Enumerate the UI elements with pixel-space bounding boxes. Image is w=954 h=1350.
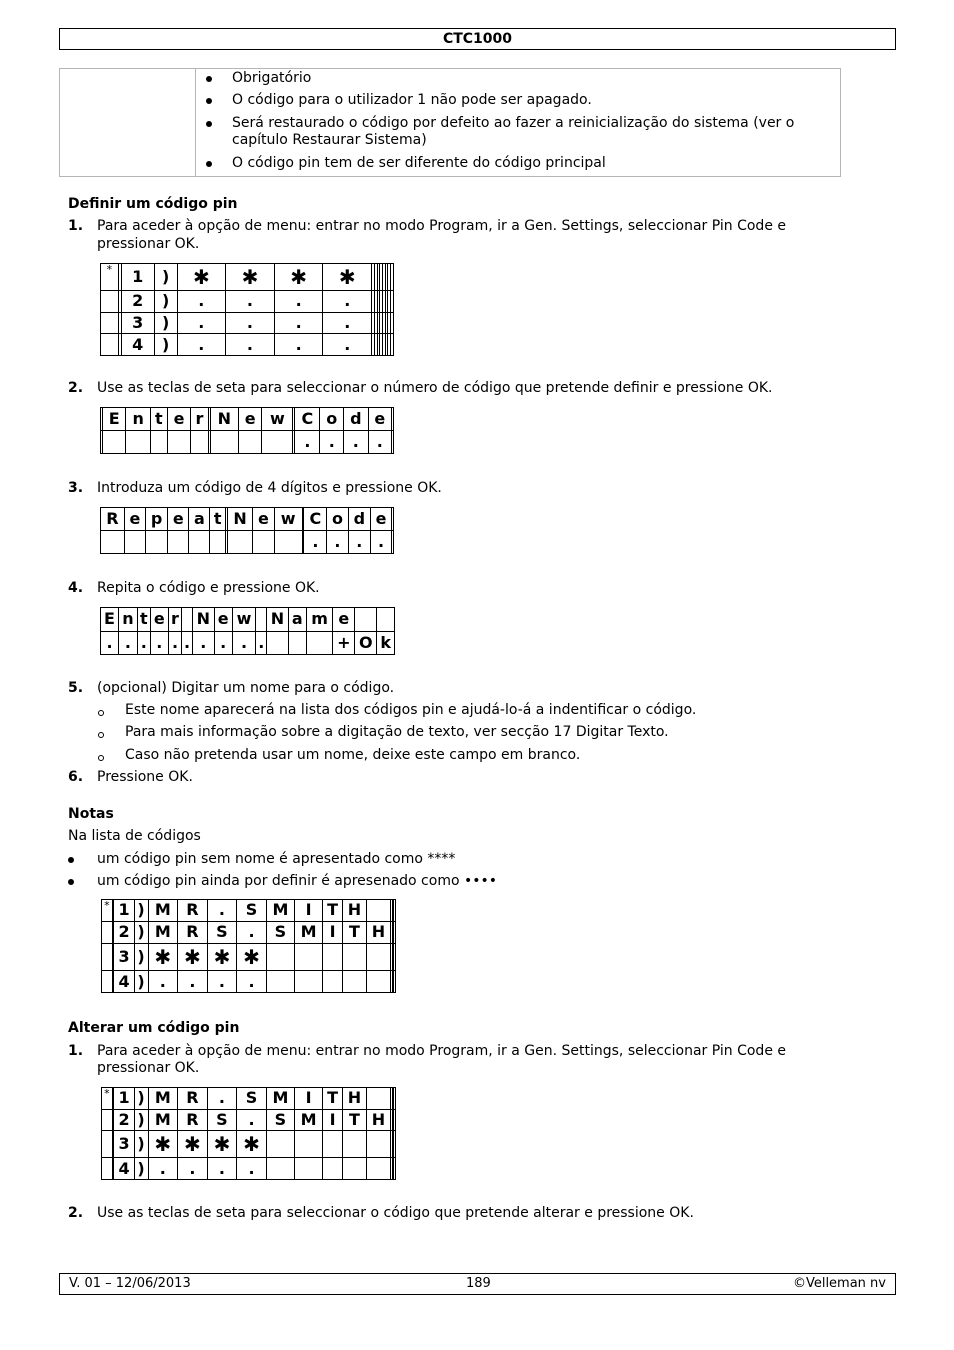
bullet-icon <box>206 161 212 167</box>
lcd-cell: . <box>177 334 226 356</box>
lcd-cell <box>168 531 189 554</box>
lcd-cell: ) <box>134 1158 148 1180</box>
lcd-cell <box>323 943 343 970</box>
lcd-cell <box>394 1088 396 1110</box>
lcd-cell <box>227 531 253 554</box>
lcd-cell <box>366 943 390 970</box>
lcd-row <box>102 1109 396 1131</box>
lcd-row <box>102 1158 396 1180</box>
lcd-cell: N <box>210 408 238 431</box>
lcd-row <box>102 971 396 993</box>
lcd-cell <box>391 334 394 356</box>
lcd-cell: ✱ <box>226 264 275 291</box>
lcd-cell: E <box>101 608 119 632</box>
lcd-cell: . <box>148 1158 178 1180</box>
lcd-cell: a <box>189 508 210 531</box>
lcd-enter-new-name <box>100 607 395 655</box>
lcd-row <box>102 1088 396 1110</box>
lcd-enter-new-code <box>100 407 394 454</box>
lcd-cell: . <box>237 1109 267 1131</box>
lcd-cell <box>266 971 294 993</box>
lcd-cell: w <box>232 608 256 632</box>
lcd-cell <box>391 431 393 454</box>
lcd-cell: . <box>274 290 323 312</box>
lcd-cell <box>266 1158 294 1180</box>
lcd-cell <box>102 971 113 993</box>
lcd-cell <box>182 608 193 632</box>
lcd-cell: e <box>368 408 391 431</box>
bullet-icon <box>68 857 74 863</box>
lcd-cell: C <box>295 408 320 431</box>
lcd-cell: . <box>323 312 372 334</box>
lcd-cell: H <box>343 900 367 922</box>
lcd-cell: n <box>119 608 138 632</box>
lcd-cell: m <box>306 608 333 632</box>
lcd-cell <box>343 971 367 993</box>
lcd-cell: ✱ <box>274 264 323 291</box>
lcd-cell: t <box>150 408 167 431</box>
lcd-cell <box>391 312 394 334</box>
lcd-cell <box>102 943 113 970</box>
lcd-cell: . <box>348 531 370 554</box>
lcd-cell: . <box>101 631 119 655</box>
lcd-cell: ) <box>154 312 177 334</box>
lcd-cell <box>294 1131 322 1158</box>
lcd-cell: . <box>368 431 391 454</box>
lcd-cell: ✱ <box>177 264 226 291</box>
lcd-cell: ✱ <box>178 943 208 970</box>
footer-copyright: ©Velleman nv <box>792 1276 886 1291</box>
table-divider <box>195 69 196 176</box>
lcd-cell: T <box>323 900 343 922</box>
lcd-cell: ) <box>134 1109 148 1131</box>
lcd-cell <box>102 1109 113 1131</box>
lcd-cell <box>167 431 190 454</box>
step-number: 4. <box>68 580 84 596</box>
sub-bullet: Este nome aparecerá na lista dos códigos pin e ajudá-lo-á a indentificar o código. <box>125 702 697 718</box>
lcd-cell: . <box>327 531 348 554</box>
requirements-table <box>59 68 841 177</box>
lcd-cell: . <box>274 334 323 356</box>
step-text: Use as teclas de seta para seleccionar o código que pretende alterar e pressione OK. <box>97 1205 694 1221</box>
lcd-cell: . <box>226 334 275 356</box>
lcd-cell <box>294 971 322 993</box>
lcd-cell <box>294 943 322 970</box>
table-bullet: O código para o utilizador 1 não pode ser apagado. <box>232 92 592 108</box>
lcd-cell: ✱ <box>237 943 267 970</box>
lcd-cell: r <box>168 608 181 632</box>
lcd-cell <box>394 1131 396 1158</box>
lcd-cell: . <box>137 631 150 655</box>
lcd-cell: w <box>262 408 293 431</box>
section-heading: Alterar um código pin <box>68 1020 240 1036</box>
sub-bullet: Para mais informação sobre a digitação de texto, ver secção 17 Digitar Texto. <box>125 724 669 740</box>
lcd-cell: S <box>266 1109 294 1131</box>
lcd-cell: S <box>207 921 237 943</box>
lcd-cell: e <box>124 508 145 531</box>
lcd-cell: w <box>274 508 302 531</box>
lcd-row <box>101 531 394 554</box>
lcd-cell <box>210 531 225 554</box>
sub-bullet: Caso não pretenda usar um nome, deixe este campo em branco. <box>125 747 581 763</box>
lcd-cell: . <box>168 631 181 655</box>
lcd-cell: S <box>207 1109 237 1131</box>
lcd-cell: N <box>192 608 214 632</box>
lcd-cell: . <box>344 431 369 454</box>
lcd-cell: 1 <box>114 900 134 922</box>
lcd-cell: H <box>366 921 390 943</box>
lcd-cell: M <box>148 900 178 922</box>
lcd-cell: 3 <box>114 1131 134 1158</box>
lcd-cell <box>366 1088 390 1110</box>
lcd-cell: 4 <box>114 971 134 993</box>
lcd-cell: r <box>191 408 209 431</box>
lcd-named-list <box>101 899 396 993</box>
lcd-cell: ) <box>134 900 148 922</box>
step-text: Pressione OK. <box>97 769 193 785</box>
step-number: 5. <box>68 680 84 696</box>
lcd-cell <box>102 431 126 454</box>
lcd-cell: t <box>137 608 150 632</box>
lcd-row <box>101 431 394 454</box>
lcd-cell <box>145 531 167 554</box>
lcd-cell: t <box>210 508 225 531</box>
table-bullet: O código pin tem de ser diferente do código principal <box>232 155 606 171</box>
lcd-cell <box>394 921 396 943</box>
document-footer <box>59 1273 896 1295</box>
lcd-row <box>102 921 396 943</box>
lcd-cell: e <box>333 608 355 632</box>
lcd-cell <box>294 1158 322 1180</box>
lcd-cell <box>394 900 396 922</box>
step-text: pressionar OK. <box>97 1060 200 1076</box>
lcd-cell: R <box>178 1088 208 1110</box>
lcd-cell: I <box>294 1088 322 1110</box>
lcd-cell <box>394 1109 396 1131</box>
lcd-cell: . <box>207 971 237 993</box>
lcd-cell: . <box>274 312 323 334</box>
lcd-cell: e <box>168 508 189 531</box>
lcd-cell: M <box>294 921 322 943</box>
lcd-cell: H <box>343 1088 367 1110</box>
step-number: 2. <box>68 380 84 396</box>
lcd-row <box>102 943 396 970</box>
notes-bullet: um código pin ainda por definir é apresenado como •••• <box>97 873 498 889</box>
lcd-cell: . <box>370 531 391 554</box>
step-text: Para aceder à opção de menu: entrar no modo Program, ir a Gen. Settings, seleccionar Pin Code e <box>97 218 786 234</box>
lcd-cell: n <box>126 408 150 431</box>
step-text: pressionar OK. <box>97 236 200 252</box>
lcd-cell: M <box>148 921 178 943</box>
lcd-cell: 2 <box>114 921 134 943</box>
lcd-cell: . <box>207 1158 237 1180</box>
step-number: 6. <box>68 769 84 785</box>
lcd-cell: * <box>102 1088 113 1110</box>
lcd-cell: o <box>327 508 348 531</box>
lcd-cell <box>355 608 377 632</box>
lcd-row <box>101 334 394 356</box>
lcd-cell: . <box>237 921 267 943</box>
circle-bullet-icon <box>98 710 104 716</box>
lcd-cell: R <box>178 1109 208 1131</box>
lcd-cell <box>239 431 262 454</box>
lcd-cell: . <box>207 900 237 922</box>
lcd-cell <box>306 631 333 655</box>
lcd-cell: . <box>148 971 178 993</box>
lcd-cell: . <box>237 1158 267 1180</box>
lcd-cell: ) <box>154 264 177 291</box>
lcd-cell <box>391 408 393 431</box>
lcd-cell: T <box>343 921 367 943</box>
lcd-pin-list <box>100 263 394 356</box>
lcd-cell: S <box>237 900 267 922</box>
step-number: 3. <box>68 480 84 496</box>
lcd-cell: ✱ <box>207 1131 237 1158</box>
lcd-cell: M <box>148 1109 178 1131</box>
lcd-cell: . <box>182 631 193 655</box>
lcd-cell <box>366 971 390 993</box>
lcd-cell: 1 <box>114 1088 134 1110</box>
lcd-cell <box>262 431 293 454</box>
lcd-cell: . <box>256 631 267 655</box>
step-number: 1. <box>68 218 84 234</box>
lcd-cell: e <box>167 408 190 431</box>
lcd-cell: M <box>266 900 294 922</box>
lcd-cell: . <box>232 631 256 655</box>
lcd-cell <box>323 1131 343 1158</box>
lcd-cell: . <box>178 971 208 993</box>
lcd-cell <box>366 900 390 922</box>
lcd-cell: ✱ <box>178 1131 208 1158</box>
lcd-cell: + <box>333 631 355 655</box>
lcd-cell <box>377 608 395 632</box>
lcd-cell: k <box>377 631 395 655</box>
lcd-cell: * <box>102 900 113 922</box>
lcd-cell <box>394 971 396 993</box>
lcd-cell: 3 <box>114 943 134 970</box>
lcd-cell: R <box>178 900 208 922</box>
lcd-cell: ✱ <box>237 1131 267 1158</box>
lcd-cell: R <box>101 508 125 531</box>
lcd-row <box>101 264 394 291</box>
lcd-cell: ) <box>154 290 177 312</box>
lcd-row <box>101 608 395 632</box>
lcd-row <box>101 408 394 431</box>
lcd-cell: ✱ <box>148 943 178 970</box>
lcd-cell: T <box>343 1109 367 1131</box>
step-text: Para aceder à opção de menu: entrar no modo Program, ir a Gen. Settings, seleccionar Pin Code e <box>97 1043 786 1059</box>
lcd-cell: I <box>294 900 322 922</box>
lcd-cell: . <box>214 631 232 655</box>
lcd-cell: . <box>207 1088 237 1110</box>
notes-bullet: um código pin sem nome é apresentado como **** <box>97 851 456 867</box>
lcd-cell: 1 <box>121 264 154 291</box>
lcd-cell: C <box>304 508 327 531</box>
circle-bullet-icon <box>98 732 104 738</box>
lcd-cell <box>323 971 343 993</box>
lcd-cell: e <box>253 508 274 531</box>
lcd-cell: * <box>101 264 119 291</box>
lcd-cell <box>343 943 367 970</box>
lcd-cell: I <box>323 921 343 943</box>
lcd-cell <box>102 1131 113 1158</box>
lcd-cell: . <box>150 631 168 655</box>
lcd-cell <box>288 631 306 655</box>
lcd-cell <box>256 608 267 632</box>
lcd-cell <box>366 1131 390 1158</box>
step-text: Use as teclas de seta para seleccionar o número de código que pretende definir e pressione OK. <box>97 380 773 396</box>
lcd-row <box>101 508 394 531</box>
lcd-cell: I <box>323 1109 343 1131</box>
lcd-cell <box>274 531 302 554</box>
lcd-cell <box>191 431 209 454</box>
bullet-icon <box>206 76 212 82</box>
lcd-cell: . <box>178 1158 208 1180</box>
lcd-cell: . <box>226 312 275 334</box>
lcd-cell: 4 <box>121 334 154 356</box>
lcd-cell: S <box>237 1088 267 1110</box>
notes-intro: Na lista de códigos <box>68 828 201 844</box>
lcd-cell: ✱ <box>207 943 237 970</box>
lcd-cell: o <box>320 408 344 431</box>
lcd-cell: ) <box>134 971 148 993</box>
lcd-cell: 2 <box>114 1109 134 1131</box>
lcd-cell <box>101 312 119 334</box>
lcd-cell: ) <box>134 1131 148 1158</box>
lcd-cell: . <box>226 290 275 312</box>
lcd-cell: M <box>294 1109 322 1131</box>
lcd-cell <box>253 531 274 554</box>
lcd-cell: N <box>227 508 253 531</box>
lcd-cell <box>124 531 145 554</box>
document-header <box>59 28 896 50</box>
step-number: 2. <box>68 1205 84 1221</box>
footer-version: V. 01 – 12/06/2013 <box>69 1276 191 1291</box>
lcd-row <box>102 900 396 922</box>
lcd-cell <box>101 334 119 356</box>
lcd-row <box>102 1131 396 1158</box>
lcd-cell <box>189 531 210 554</box>
lcd-cell <box>391 290 394 312</box>
table-bullet-continuation: capítulo Restaurar Sistema) <box>232 132 427 148</box>
lcd-named-list <box>101 1087 396 1180</box>
lcd-cell: 4 <box>114 1158 134 1180</box>
lcd-cell: ) <box>154 334 177 356</box>
lcd-cell <box>392 508 394 531</box>
lcd-cell: . <box>304 531 327 554</box>
lcd-cell <box>266 1131 294 1158</box>
lcd-cell: e <box>214 608 232 632</box>
lcd-cell: . <box>323 290 372 312</box>
lcd-cell <box>343 1158 367 1180</box>
lcd-cell <box>394 943 396 970</box>
lcd-cell: M <box>266 1088 294 1110</box>
lcd-cell: T <box>323 1088 343 1110</box>
bullet-icon <box>206 121 212 127</box>
lcd-cell: . <box>192 631 214 655</box>
lcd-cell: H <box>366 1109 390 1131</box>
step-text: Repita o código e pressione OK. <box>97 580 320 596</box>
lcd-cell: . <box>237 971 267 993</box>
lcd-cell <box>391 264 394 291</box>
lcd-cell: N <box>267 608 289 632</box>
lcd-cell: R <box>178 921 208 943</box>
lcd-cell <box>126 431 150 454</box>
lcd-cell <box>323 1158 343 1180</box>
lcd-cell: . <box>323 334 372 356</box>
document-title: CTC1000 <box>442 31 513 47</box>
lcd-cell: a <box>288 608 306 632</box>
step-text: Introduza um código de 4 dígitos e pressione OK. <box>97 480 442 496</box>
lcd-cell <box>102 921 113 943</box>
lcd-cell <box>267 631 289 655</box>
lcd-cell: p <box>145 508 167 531</box>
lcd-cell: 2 <box>121 290 154 312</box>
lcd-cell <box>210 431 238 454</box>
lcd-cell <box>366 1158 390 1180</box>
lcd-cell: d <box>348 508 370 531</box>
table-bullet: Obrigatório <box>232 70 312 86</box>
lcd-cell: . <box>119 631 138 655</box>
lcd-cell: ) <box>134 921 148 943</box>
lcd-cell <box>150 431 167 454</box>
step-text: (opcional) Digitar um nome para o código. <box>97 680 395 696</box>
lcd-cell: ✱ <box>323 264 372 291</box>
lcd-cell: O <box>355 631 377 655</box>
lcd-cell: e <box>150 608 168 632</box>
lcd-cell <box>392 531 394 554</box>
notes-heading: Notas <box>68 806 114 822</box>
bullet-icon <box>206 98 212 104</box>
lcd-cell <box>394 1158 396 1180</box>
lcd-row <box>101 312 394 334</box>
lcd-cell: ✱ <box>148 1131 178 1158</box>
lcd-cell: d <box>344 408 369 431</box>
lcd-cell: ) <box>134 943 148 970</box>
lcd-cell <box>101 531 125 554</box>
section-heading: Definir um código pin <box>68 196 238 212</box>
lcd-cell: . <box>295 431 320 454</box>
lcd-cell <box>266 943 294 970</box>
lcd-cell: ) <box>134 1088 148 1110</box>
lcd-row <box>101 290 394 312</box>
lcd-cell <box>343 1131 367 1158</box>
lcd-cell: 3 <box>121 312 154 334</box>
bullet-icon <box>68 879 74 885</box>
lcd-cell: e <box>370 508 391 531</box>
page-number: 189 <box>466 1276 491 1291</box>
step-number: 1. <box>68 1043 84 1059</box>
lcd-cell: e <box>239 408 262 431</box>
table-bullet: Será restaurado o código por defeito ao fazer a reinicialização do sistema (ver o <box>232 115 795 131</box>
lcd-cell: M <box>148 1088 178 1110</box>
lcd-cell: . <box>177 312 226 334</box>
lcd-cell: . <box>320 431 344 454</box>
lcd-cell: S <box>266 921 294 943</box>
lcd-repeat-new-code <box>100 507 394 554</box>
lcd-cell: E <box>102 408 126 431</box>
lcd-cell: . <box>177 290 226 312</box>
lcd-row <box>101 631 395 655</box>
lcd-cell <box>101 290 119 312</box>
circle-bullet-icon <box>98 755 104 761</box>
lcd-cell <box>102 1158 113 1180</box>
